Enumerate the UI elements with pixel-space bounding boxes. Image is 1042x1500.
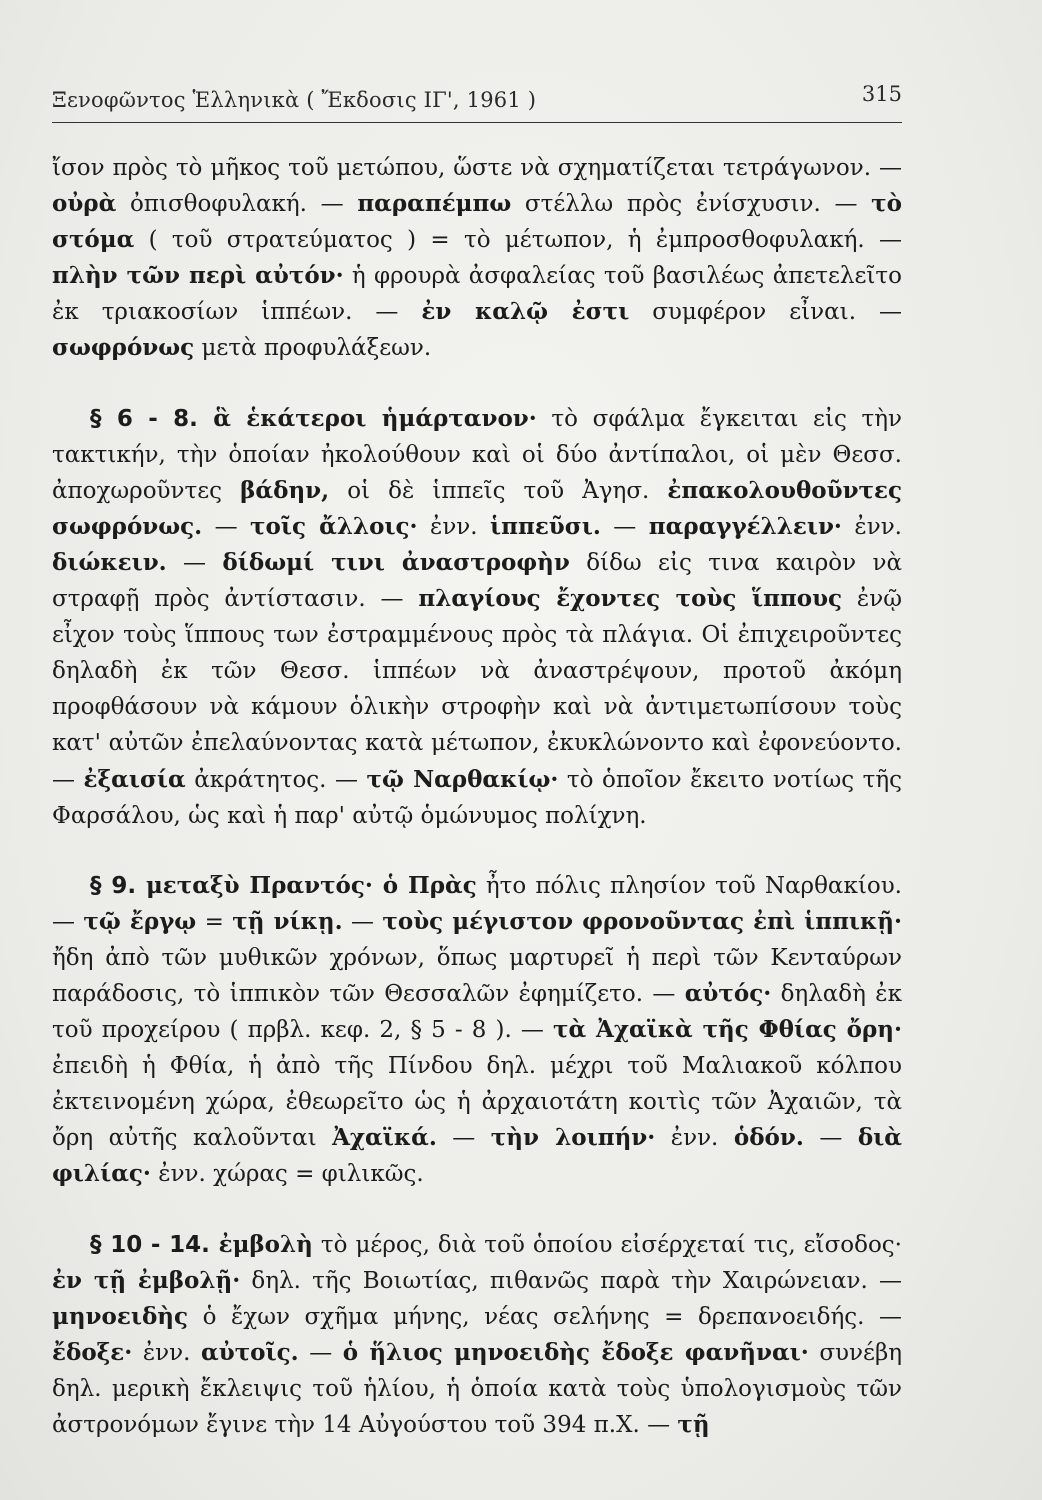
- lemma-term: τῷ Ναρθακίῳ·: [366, 765, 559, 793]
- paragraph-4: [52, 1227, 902, 1444]
- commentary-text: ἀκράτητος. —: [185, 766, 367, 793]
- lemma-term: οὐρὰ: [52, 190, 117, 218]
- lemma-term: τῷ ἔργῳ: [83, 907, 197, 935]
- commentary-text: μετὰ προφυλάξεων.: [194, 335, 432, 362]
- lemma-term: ἐν καλῷ ἐστι: [421, 298, 630, 326]
- lemma-term: ἃ ἑκάτεροι ἡμάρτανον·: [213, 404, 537, 432]
- lemma-term: ἐμβολὴ: [218, 1230, 313, 1258]
- commentary-text: συμφέρον εἶναι. —: [629, 299, 902, 326]
- commentary-text: —: [342, 908, 383, 935]
- lemma-term: τοὺς μέγιστον φρονοῦντας ἐπὶ ἱππικῇ·: [382, 907, 903, 935]
- lemma-term: παραπέμπω: [357, 190, 512, 218]
- lemma-term: μεταξὺ Πραντός· ὁ Πρὰς: [145, 871, 477, 899]
- lemma-term: μηνοειδὴς: [52, 1302, 189, 1330]
- commentary-text: ἴσον πρὸς τὸ μῆκος τοῦ μετώπου, ὥστε νὰ σχηματίζεται τετράγωνον. —: [52, 155, 902, 181]
- lemma-term: ὁδόν.: [733, 1124, 804, 1152]
- lemma-term: τὰ Ἀχαϊκὰ τῆς Φθίας ὄρη·: [553, 1016, 902, 1044]
- lemma-term: ἔδοξε·: [52, 1338, 133, 1366]
- lemma-term: ἐπακολουθοῦντες σωφρόνως.: [52, 476, 903, 540]
- lemma-term: τῇ: [677, 1411, 710, 1438]
- commentary-text: ἦτο πόλις πλησίον τοῦ Ναρθακίου. —: [52, 872, 902, 935]
- header-title: Ξενοφῶντος Ἑλληνικὰ ( Ἔκδοσις ΙΓ', 1961 ): [52, 88, 537, 112]
- lemma-term: Ἀχαϊκά.: [332, 1124, 437, 1152]
- page-number: 315: [861, 82, 902, 106]
- lemma-term: ἐξαισία: [83, 765, 186, 793]
- commentary-text: —: [166, 549, 223, 576]
- paragraph-3: [52, 868, 902, 1193]
- lemma-term: τὴν λοιπήν·: [490, 1124, 656, 1152]
- commentary-text: ἐπειδὴ ἡ Φθία, ἡ ἀπὸ τῆς Πίνδου δηλ. μέχρι τοῦ Μαλιακοῦ κόλπου ἐκτεινομένη χώρα, ἐθεωρεῖτο ὡς ἡ ἀρχαιοτάτη κοιτὶς τῶν Ἀχαιῶν, τὰ ὄρη αὐτῆς καλοῦνται: [52, 1053, 902, 1152]
- lemma-term: αὐτός·: [684, 979, 772, 1007]
- commentary-text: ὀπισθοφυλακή. —: [116, 191, 358, 218]
- commentary-text: τὸ μέρος, διὰ τοῦ ὁποίου εἰσέρχεταί τις, εἴσοδος·: [312, 1231, 902, 1258]
- commentary-text: συνέβη δηλ. μερικὴ ἔκλειψις τοῦ ἡλίου, ἡ ὁποία κατὰ τοὺς ὑπολογισμοὺς τῶν ἀστρονόμων ἔγινε τὴν 14 Αὐγούστου τοῦ 394 π.Χ. —: [52, 1339, 903, 1438]
- lemma-term: τοῖς ἄλλοις·: [250, 512, 418, 540]
- lemma-term: πλαγίους ἔχοντες τοὺς ἵππους: [418, 585, 843, 613]
- commentary-text: =: [196, 908, 233, 935]
- lemma-term: παραγγέλλειν·: [648, 512, 842, 540]
- lemma-term: διὰ φιλίας·: [52, 1124, 902, 1188]
- commentary-text: ἐνν.: [132, 1339, 202, 1366]
- commentary-text: —: [202, 513, 251, 540]
- lemma-term: ὁ ἥλιος μηνοειδὴς ἔδοξε φανῆναι·: [342, 1338, 809, 1366]
- commentary-text: —: [803, 1125, 858, 1152]
- lemma-term: ἐν τῇ ἐμβολῇ·: [52, 1266, 241, 1294]
- section-marker: § 6 - 8.: [90, 405, 214, 432]
- commentary-text: ὁ ἔχων σχῆμα μήνης, νέας σελήνης = δρεπανοειδής. —: [188, 1303, 902, 1330]
- lemma-term: σωφρόνως: [52, 334, 195, 362]
- commentary-text: δηλ. τῆς Βοιωτίας, πιθανῶς παρὰ τὴν Χαιρώνειαν. —: [240, 1267, 902, 1294]
- commentary-text: οἱ δὲ ἱππεῖς τοῦ Ἀγησ.: [329, 477, 668, 504]
- running-header: [52, 82, 902, 123]
- lemma-term: τῇ νίκῃ.: [232, 907, 343, 935]
- commentary-text: ἐνν.: [655, 1125, 734, 1152]
- lemma-term: αὐτοῖς.: [201, 1338, 299, 1366]
- commentary-text: δίδω εἰς τινα καιρὸν νὰ στραφῇ πρὸς ἀντίστασιν. —: [52, 549, 902, 613]
- paragraph-2: [52, 401, 902, 834]
- lemma-term: πλὴν τῶν περὶ αὐτόν·: [52, 262, 344, 290]
- section-marker: § 10 - 14.: [90, 1231, 219, 1258]
- lemma-term: ἱππεῦσι.: [490, 512, 601, 540]
- lemma-term: βάδην,: [240, 476, 330, 504]
- lemma-term: δίδωμί τινι ἀναστροφὴν: [222, 548, 570, 576]
- commentary-text: τὸ σφάλμα ἔγκειται εἰς τὴν τακτικήν, τὴν ὁποίαν ἠκολούθουν καὶ οἱ δύο ἀντίπαλοι, οἱ μὲν Θεσσ. ἀποχωροῦντες: [52, 405, 902, 504]
- section-marker: § 9.: [90, 872, 146, 899]
- commentary-text: ἐνῷ εἶχον τοὺς ἵππους των ἐστραμμένους πρὸς τὰ πλάγια. Οἱ ἐπιχειροῦντες δηλαδὴ ἐκ τῶν Θεσσ. ἱππέων νὰ ἀναστρέψουν, προτοῦ ἀκόμη προφθάσουν νὰ κάμουν ὁλικὴν στροφὴν καὶ νὰ ἀντιμετωπίσουν τοὺς κατ' αὐτῶν ἐπελαύνοντας κατὰ μέτωπον, ἐκυκλώνοντο καὶ ἐφονεύοντο. —: [52, 586, 902, 793]
- commentary-text: —: [298, 1339, 343, 1366]
- commentary-text: —: [436, 1125, 491, 1152]
- commentary-text: ἐνν.: [841, 513, 902, 540]
- paragraph-1: [52, 150, 902, 367]
- commentary-text: ( τοῦ στρατεύματος ) = τὸ μέτωπον, ἡ ἐμπροσθοφυλακή. —: [134, 227, 902, 254]
- commentary-text: δηλαδὴ ἐκ τοῦ προχείρου ( πρβλ. κεφ. 2, § 5 - 8 ). —: [52, 980, 902, 1044]
- commentary-text: ἡ φρουρὰ ἀσφαλείας τοῦ βασιλέως ἀπετελεῖτο ἐκ τριακοσίων ἱππέων. —: [52, 263, 902, 326]
- lemma-term: τὸ στόμα: [52, 190, 902, 254]
- commentary-text: ἤδη ἀπὸ τῶν μυθικῶν χρόνων, ὅπως μαρτυρεῖ ἡ περὶ τῶν Κενταύρων παράδοσις, τὸ ἱππικὸν τῶν Θεσσαλῶν ἐφημίζετο. —: [52, 944, 902, 1007]
- commentary-text: στέλλω πρὸς ἐνίσχυσιν. —: [511, 191, 872, 218]
- commentary-text: ἐνν. χώρας = φιλικῶς.: [150, 1161, 424, 1188]
- page-body: [52, 150, 902, 1477]
- commentary-text: ἐνν.: [417, 513, 491, 540]
- commentary-text: —: [600, 513, 649, 540]
- lemma-term: διώκειν.: [52, 548, 167, 576]
- commentary-text: τὸ ὁποῖον ἔκειτο νοτίως τῆς Φαρσάλου, ὡς καὶ ἡ παρ' αὐτῷ ὁμώνυμος πολίχνη.: [52, 766, 902, 829]
